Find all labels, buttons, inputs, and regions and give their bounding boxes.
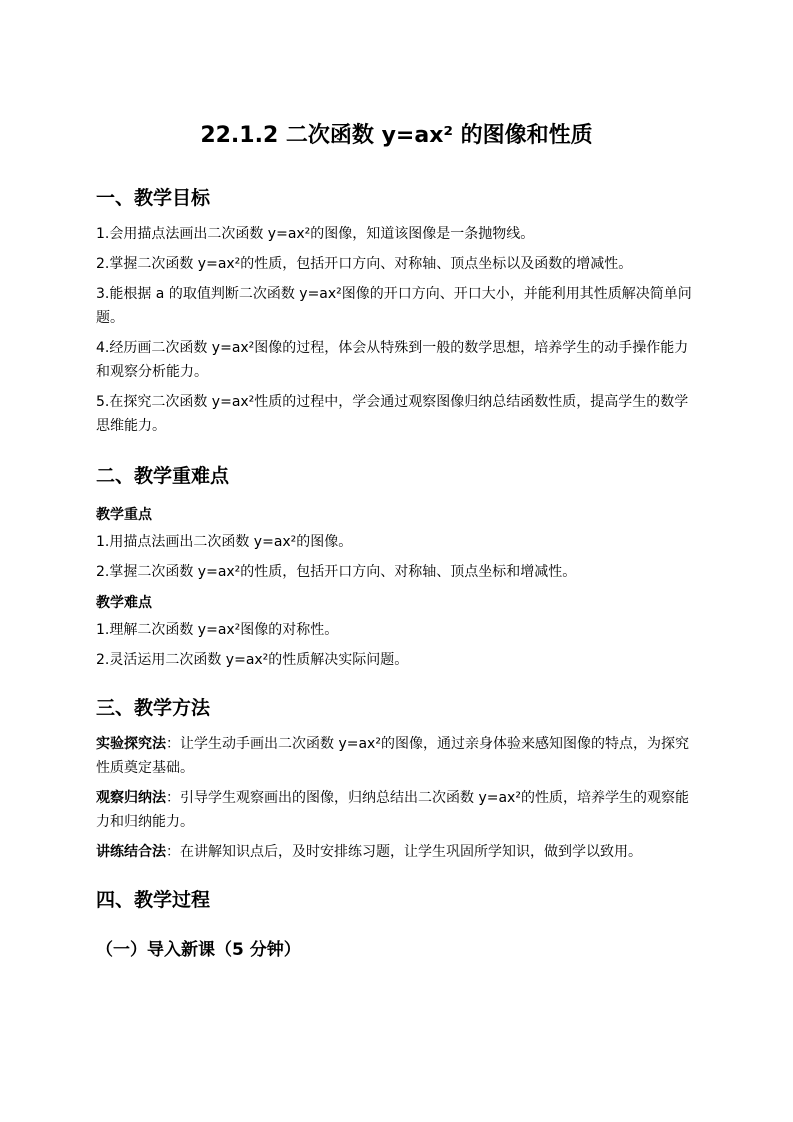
key-points-label: 教学重点 [96,507,152,523]
method-term: 观察归纳法 [96,790,166,806]
objective-item: 1.会用描点法画出二次函数 y=ax²的图像，知道该图像是一条抛物线。 [96,226,535,242]
objective-item: 2.掌握二次函数 y=ax²的性质，包括开口方向、对称轴、顶点坐标以及函数的增减性。 [96,256,633,272]
section-heading-process: 四、教学过程 [96,889,211,911]
method-description: ：让学生动手画出二次函数 y=ax²的图像，通过亲身体验来感知图像的特点，为探究性质奠定基础。 [96,736,689,776]
section-heading-methods: 三、教学方法 [96,697,211,719]
key-point-item: 1.用描点法画出二次函数 y=ax²的图像。 [96,534,353,550]
method-item [96,732,697,780]
method-term: 实验探究法 [96,736,166,752]
difficulties-label: 教学难点 [96,595,152,611]
key-points-list [96,530,697,584]
difficulties-list [96,618,697,672]
objectives-list [96,222,697,438]
subsection-heading-intro: （一）导入新课（5 分钟） [96,940,301,960]
method-item [96,840,697,864]
difficulty-item: 2.灵活运用二次函数 y=ax²的性质解决实际问题。 [96,652,409,668]
section-heading-key-points: 二、教学重难点 [96,465,230,487]
method-description: ：引导学生观察画出的图像，归纳总结出二次函数 y=ax²的性质，培养学生的观察能力和归纳能力。 [96,790,689,830]
objective-item: 4.经历画二次函数 y=ax²图像的过程，体会从特殊到一般的数学思想，培养学生的动手操作能力和观察分析能力。 [96,340,689,380]
method-description: ：在讲解知识点后，及时安排练习题，让学生巩固所学知识，做到学以致用。 [166,844,642,860]
method-term: 讲练结合法 [96,844,166,860]
document-title: 22.1.2 二次函数 y=ax² 的图像和性质 [200,123,593,148]
key-point-item: 2.掌握二次函数 y=ax²的性质，包括开口方向、对称轴、顶点坐标和增减性。 [96,564,577,580]
methods-list [96,732,697,864]
section-heading-objectives: 一、教学目标 [96,187,211,209]
objective-item: 3.能根据 a 的取值判断二次函数 y=ax²图像的开口方向、开口大小，并能利用其性质解决简单问题。 [96,286,692,326]
method-item [96,786,697,834]
objective-item: 5.在探究二次函数 y=ax²性质的过程中，学会通过观察图像归纳总结函数性质，提高学生的数学思维能力。 [96,394,689,434]
difficulty-item: 1.理解二次函数 y=ax²图像的对称性。 [96,622,339,638]
